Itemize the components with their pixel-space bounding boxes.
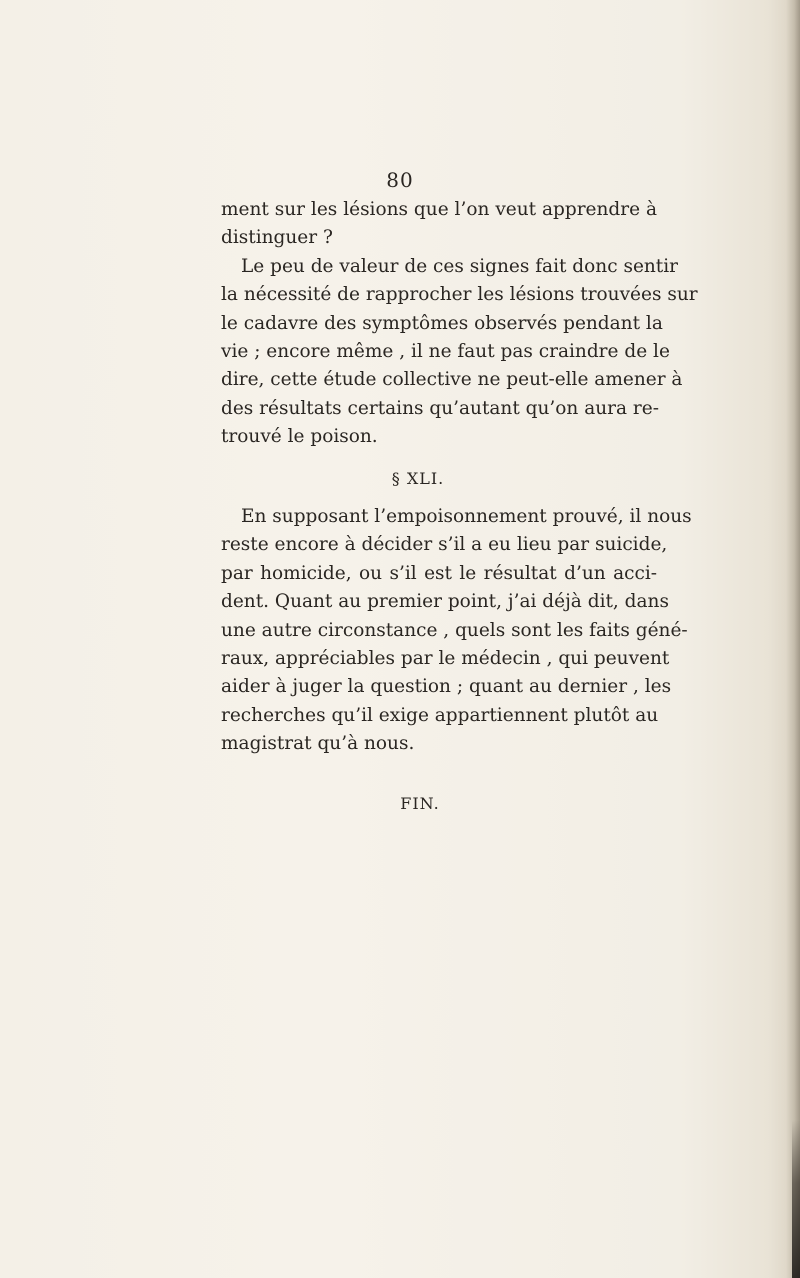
paragraph-1 <box>221 196 698 452</box>
page-binding-shadow <box>792 1120 800 1278</box>
text-line: la nécessité de rapprocher les lésions trouvées sur <box>221 284 698 306</box>
text-line: raux, appréciables par le médecin , qui peuvent <box>221 648 670 670</box>
end-marker: FIN. <box>400 794 440 813</box>
text-line: dent. Quant au premier point, j’ai déjà dit, dans <box>221 591 669 613</box>
paragraph-2 <box>221 503 692 759</box>
text-line: trouvé le poison. <box>221 426 378 448</box>
text-line: le cadavre des symptômes observés pendant la <box>221 312 663 334</box>
text-line: ment sur les lésions que l’on veut apprendre à <box>221 199 657 220</box>
text-line: recherches qu’il exige appartiennent plutôt au <box>221 704 659 726</box>
text-line: Le peu de valeur de ces signes fait donc sentir <box>241 255 678 277</box>
text-line: aider à juger la question ; quant au dernier , les <box>221 676 672 698</box>
text-line: des résultats certains qu’autant qu’on aura re- <box>221 397 659 419</box>
text-line: En supposant l’empoisonnement prouvé, il nous <box>241 506 692 527</box>
page-number: 80 <box>386 168 414 192</box>
text-line: par homicide, ou s’il est le résultat d’un acci- <box>221 562 657 584</box>
section-heading: § XLI. <box>391 469 445 488</box>
text-line: une autre circonstance , quels sont les faits géné- <box>221 619 688 641</box>
text-line: vie ; encore même , il ne faut pas craindre de le <box>221 341 670 363</box>
text-line: reste encore à décider s’il a eu lieu par suicide, <box>221 534 668 556</box>
text-line: distinguer ? <box>221 227 333 249</box>
text-line: dire, cette étude collective ne peut-elle amener à <box>221 369 683 391</box>
text-line: magistrat qu’à nous. <box>221 733 415 755</box>
